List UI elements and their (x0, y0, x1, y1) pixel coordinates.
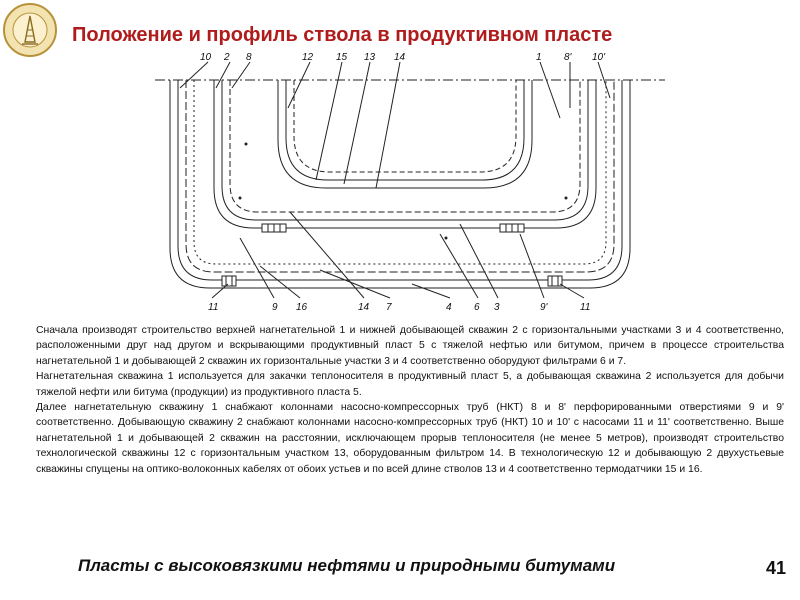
label-6: 6 (474, 302, 480, 313)
label-1: 1 (536, 52, 542, 63)
label-11-left: 11 (208, 302, 219, 313)
label-9-prime: 9' (540, 302, 548, 313)
page-number: 41 (766, 558, 787, 578)
production-well (170, 80, 630, 288)
label-8: 8 (246, 52, 252, 63)
label-10-prime: 10' (592, 52, 606, 63)
label-3: 3 (494, 302, 500, 313)
footer-title: Пласты с высоковязкими нефтями и природными битумами (78, 556, 616, 575)
label-10: 10 (200, 52, 212, 63)
slide-title: Положение и профиль ствола в продуктивном пласте (72, 24, 613, 46)
label-14-bottom: 14 (358, 302, 370, 313)
paragraph-1: Сначала производят строительство верхней нагнетательной 1 и нижней добывающей скважин 2 с горизонтальными участками 3 и 4 соответственно, расположенными друг над другом и вскрывающими продуктивный пласт 5 с тяжелой нефтью или битумом, причем в процессе строительства нагнетательной 1 и добывающей 2 скважин их горизонтальные участки 3 и 4 соответственно оборудуют фильтрами 6 и 7. (36, 325, 784, 367)
label-15: 15 (336, 52, 348, 63)
technological-well (278, 80, 532, 188)
label-12: 12 (302, 52, 314, 63)
label-9: 9 (272, 302, 278, 313)
injection-well (214, 80, 596, 228)
university-logo (2, 2, 58, 58)
label-14-top: 14 (394, 52, 406, 63)
paragraph-2: Нагнетательная скважина 1 используется для закачки теплоносителя в продуктивный пласт 5, а добывающая скважина 2 используется для добычи тяжелой нефти или битума (продукции) из продуктивного пласта 5. (36, 371, 784, 398)
label-2: 2 (224, 52, 230, 63)
paragraph-3: Далее нагнетательную скважину 1 снабжают колоннами насосно-компрессорных труб (НКТ) 8 и 8' перфорированными отверстиями 9 и 9' соответственно. Добывающую скважину 2 снабжают колоннами насосно-компрессорных труб (НКТ) 10 и 10' с насосами 11 и 11' соответственно. Выше нагнетательной 1 и добывающей 2 скважин на расстоянии, исключающем прорыв теплоносителя (не менее 5 метров), производят строительство технологической скважины 12 с горизонтальным участком 13, оборудованным фильтром 14. В технологическую 12 и добывающую 2 двухустьевые скважины спущены на оптико-волоконных кабелях от обоих устьев и по всей длине стволов 13 и 4 соответственно термодатчики 15 и 16. (36, 402, 784, 475)
label-8-prime: 8' (564, 52, 572, 63)
label-11-right: 11 (580, 302, 591, 313)
label-16: 16 (296, 302, 308, 313)
label-7: 7 (386, 302, 392, 313)
well-profile-diagram (150, 48, 670, 316)
label-4: 4 (446, 302, 452, 313)
label-13: 13 (364, 52, 376, 63)
pump-11-left (222, 276, 236, 286)
description-text (36, 323, 784, 477)
